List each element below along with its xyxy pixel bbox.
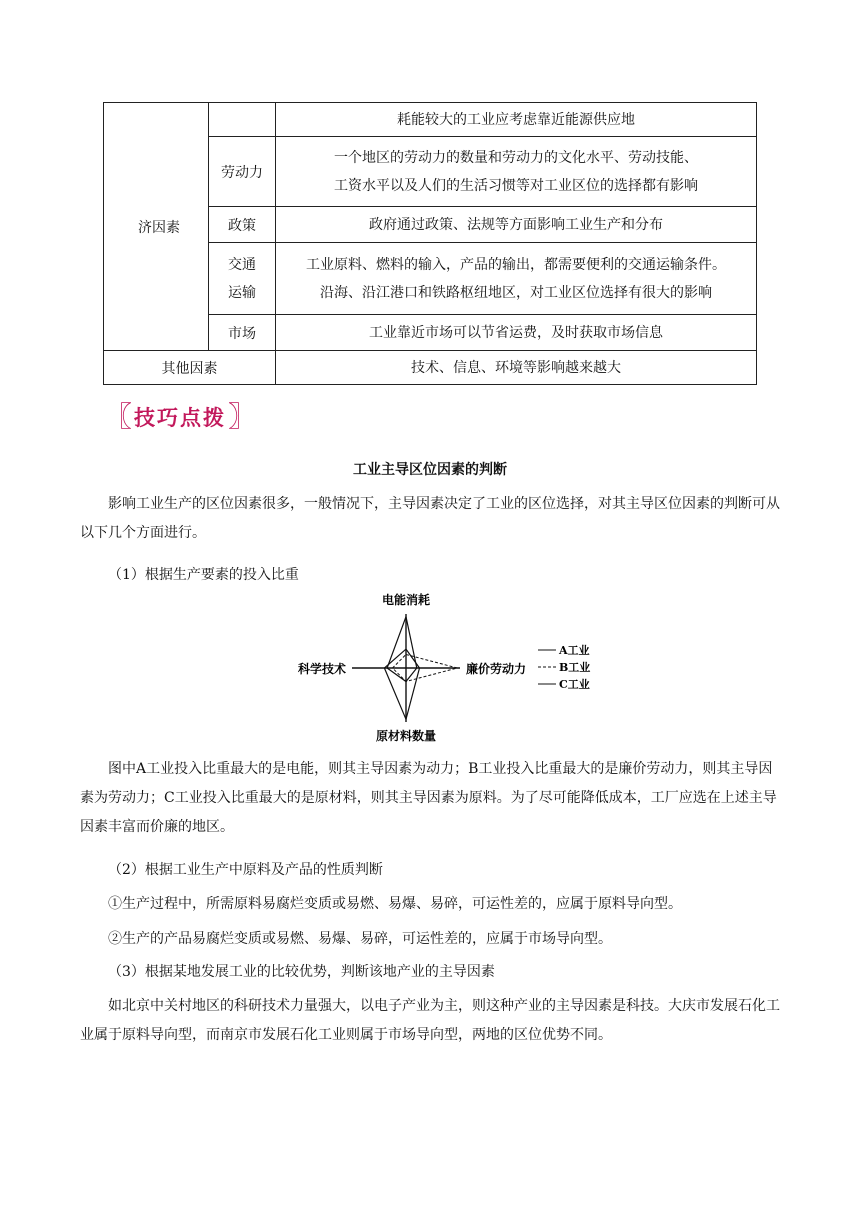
description-cell [276, 137, 757, 207]
heading-2: （2）根据工业生产中原料及产品的性质判断 [108, 862, 383, 878]
heading-3: （3）根据某地发展工业的比较优势，判断该地产业的主导因素 [108, 964, 495, 980]
radar-axis-label: 原材料数量 [375, 729, 437, 743]
tips-header [104, 400, 256, 434]
description-cell [276, 207, 757, 243]
intro-paragraph: 影响工业生产的区位因素很多，一般情况下，主导因素决定了工业的区位选择，对其主导区位因素的判断可从以下几个方面进行。 [80, 496, 780, 541]
description-line: 技术、信息、环境等影响越来越大 [411, 359, 621, 376]
description-cell [276, 351, 757, 385]
description-line: 工资水平以及人们的生活习惯等对工业区位的选择都有影响 [334, 177, 698, 194]
legend-label: B工业 [559, 661, 591, 674]
radar-chart [290, 588, 610, 746]
radar-axis-label: 科学技术 [297, 662, 346, 676]
paragraph-1: ①生产过程中，所需原料易腐烂变质或易燃、易爆、易碎，可运性差的，应属于原料导向型。 [108, 896, 682, 912]
factor-cell: 市场 [209, 315, 276, 351]
paragraph-3: 如北京中关村地区的科研技术力量强大，以电子产业为主，则这种产业的主导因素是科技。大庆市发展石化工业属于原料导向型，而南京市发展石化工业则属于市场导向型，两地的区位优势不同。 [80, 998, 780, 1043]
group-cell: 其他因素 [104, 351, 276, 385]
paragraph-2: ②生产的产品易腐烂变质或易燃、易爆、易碎，可运性差的，应属于市场导向型。 [108, 931, 612, 947]
factor-cell [209, 103, 276, 137]
group-cell: 济因素 [104, 103, 209, 351]
section-title: 工业主导区位因素的判断 [353, 462, 507, 478]
description-line: 一个地区的劳动力的数量和劳动力的文化水平、劳动技能、 [334, 149, 698, 166]
factor-cell: 政策 [209, 207, 276, 243]
description-line: 工业靠近市场可以节省运费，及时获取市场信息 [369, 324, 663, 341]
factor-cell [209, 243, 276, 315]
legend-label: C工业 [559, 678, 590, 691]
factor-line: 交通 [228, 256, 256, 273]
table-row [104, 103, 757, 137]
description-cell [276, 103, 757, 137]
table-row [104, 351, 757, 385]
legend-label: A工业 [559, 644, 590, 657]
description-line: 政府通过政策、法规等方面影响工业生产和分布 [369, 216, 663, 233]
description-line: 耗能较大的工业应考虑靠近能源供应地 [397, 111, 635, 128]
chart-explanation: 图中A工业投入比重最大的是电能，则其主导因素为动力；B工业投入比重最大的是廉价劳动力，则其主导因素为劳动力；C工业投入比重最大的是原材料，则其主导因素为原料。为了尽可能降低成本，工厂应选在上述主导因素丰富而价廉的地区。 [80, 761, 777, 835]
location-factors-table [103, 102, 757, 385]
radar-axis-label: 廉价劳动力 [466, 662, 527, 676]
radar-layer [297, 592, 590, 743]
tips-label: 技巧点拨 [134, 406, 227, 430]
description-cell [276, 315, 757, 351]
description-cell [276, 243, 757, 315]
description-line: 沿海、沿江港口和铁路枢纽地区，对工业区位选择有很大的影响 [320, 284, 712, 301]
factor-cell: 劳动力 [209, 137, 276, 207]
factor-line: 运输 [228, 284, 256, 301]
tips-close-bracket: 〗 [228, 400, 257, 433]
heading-1: （1）根据生产要素的投入比重 [108, 567, 299, 583]
radar-axis-label: 电能消耗 [381, 593, 431, 607]
tips-open-bracket: 〖 [104, 400, 133, 433]
description-line: 工业原料、燃料的输入，产品的输出，都需要便利的交通运输条件。 [306, 256, 726, 273]
radar-series-A工业 [387, 617, 417, 682]
